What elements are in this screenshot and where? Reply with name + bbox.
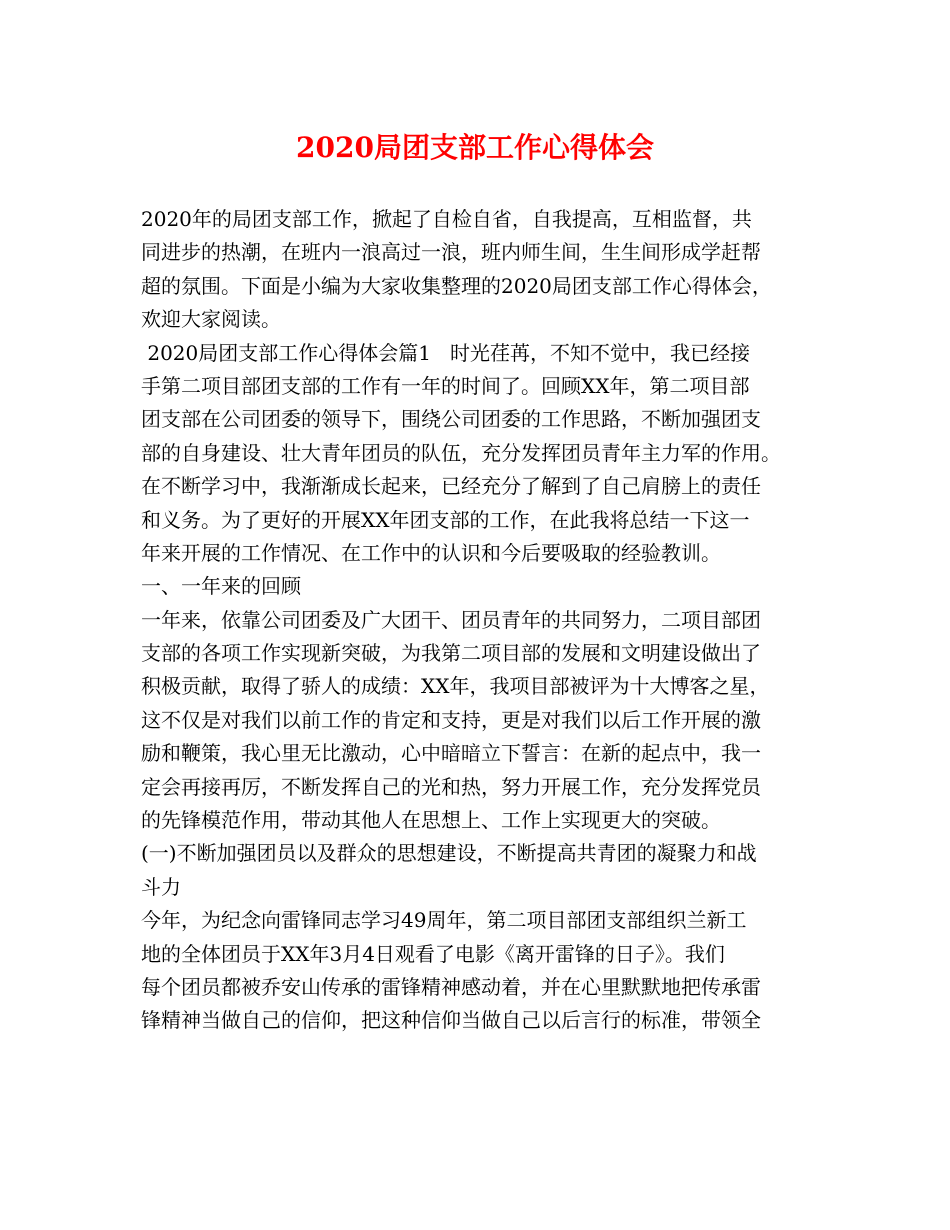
text-line: 每个团员都被乔安山传承的雷锋精神感动着，并在心里默默地把传承雷 — [141, 974, 761, 999]
text-line: 积极贡献，取得了骄人的成绩：XX年，我项目部被评为十大博客之星， — [141, 674, 770, 699]
text-line: 一年来，依靠公司团委及广大团干、团员青年的共同努力，二项目部团 — [141, 607, 761, 632]
text-line: 今年，为纪念向雷锋同志学习49周年，第二项目部团支部组织兰新工 — [141, 908, 747, 933]
section-heading: 一、一年来的回顾 — [141, 574, 301, 599]
text-line: 和义务。为了更好的开展XX年团支部的工作，在此我将总结一下这一 — [141, 507, 750, 532]
text-line: 团支部在公司团委的领导下，围绕公司团委的工作思路，不断加强团支 — [141, 407, 761, 432]
text-line: 励和鞭策，我心里无比激动，心中暗暗立下誓言：在新的起点中，我一 — [141, 741, 761, 766]
text-line: 这不仅是对我们以前工作的肯定和支持，更是对我们以后工作开展的激 — [141, 707, 761, 732]
subsection-heading: 斗力 — [141, 874, 181, 899]
text-line: 同进步的热潮，在班内一浪高过一浪，班内师生间，生生间形成学赶帮 — [141, 240, 761, 265]
text-line: 手第二项目部团支部的工作有一年的时间了。回顾XX年，第二项目部 — [141, 373, 750, 398]
text-line: 定会再接再厉，不断发挥自己的光和热，努力开展工作，充分发挥党员 — [141, 774, 761, 799]
document-title: 2020局团支部工作心得体会 — [296, 131, 654, 164]
text-line: 在不断学习中，我渐渐成长起来，已经充分了解到了自己肩膀上的责任 — [141, 474, 761, 499]
text-line: 年来开展的工作情况、在工作中的认识和今后要吸取的经验教训。 — [141, 540, 721, 565]
subsection-heading: (一)不断加强团员以及群众的思想建设，不断提高共青团的凝聚力和战 — [141, 841, 757, 866]
text-line: 超的氛围。下面是小编为大家收集整理的2020局团支部工作心得体会， — [141, 273, 772, 298]
document-body — [141, 203, 821, 1038]
text-line: 的先锋模范作用，带动其他人在思想上、工作上实现更大的突破。 — [141, 808, 721, 833]
text-line: 2020局团支部工作心得体会篇1 时光荏苒，不知不觉中，我已经接 — [141, 340, 751, 365]
text-line: 2020年的局团支部工作，掀起了自检自省，自我提高，互相监督，共 — [141, 207, 752, 231]
text-line: 地的全体团员于XX年3月4日观看了电影《离开雷锋的日子》。我们 — [141, 941, 725, 966]
text-line: 部的自身建设、壮大青年团员的队伍，充分发挥团员青年主力军的作用。 — [141, 440, 781, 465]
text-line: 支部的各项工作实现新突破，为我第二项目部的发展和文明建设做出了 — [141, 641, 761, 666]
text-line: 欢迎大家阅读。 — [141, 307, 281, 332]
text-line: 锋精神当做自己的信仰，把这种信仰当做自己以后言行的标准，带领全 — [141, 1008, 761, 1033]
